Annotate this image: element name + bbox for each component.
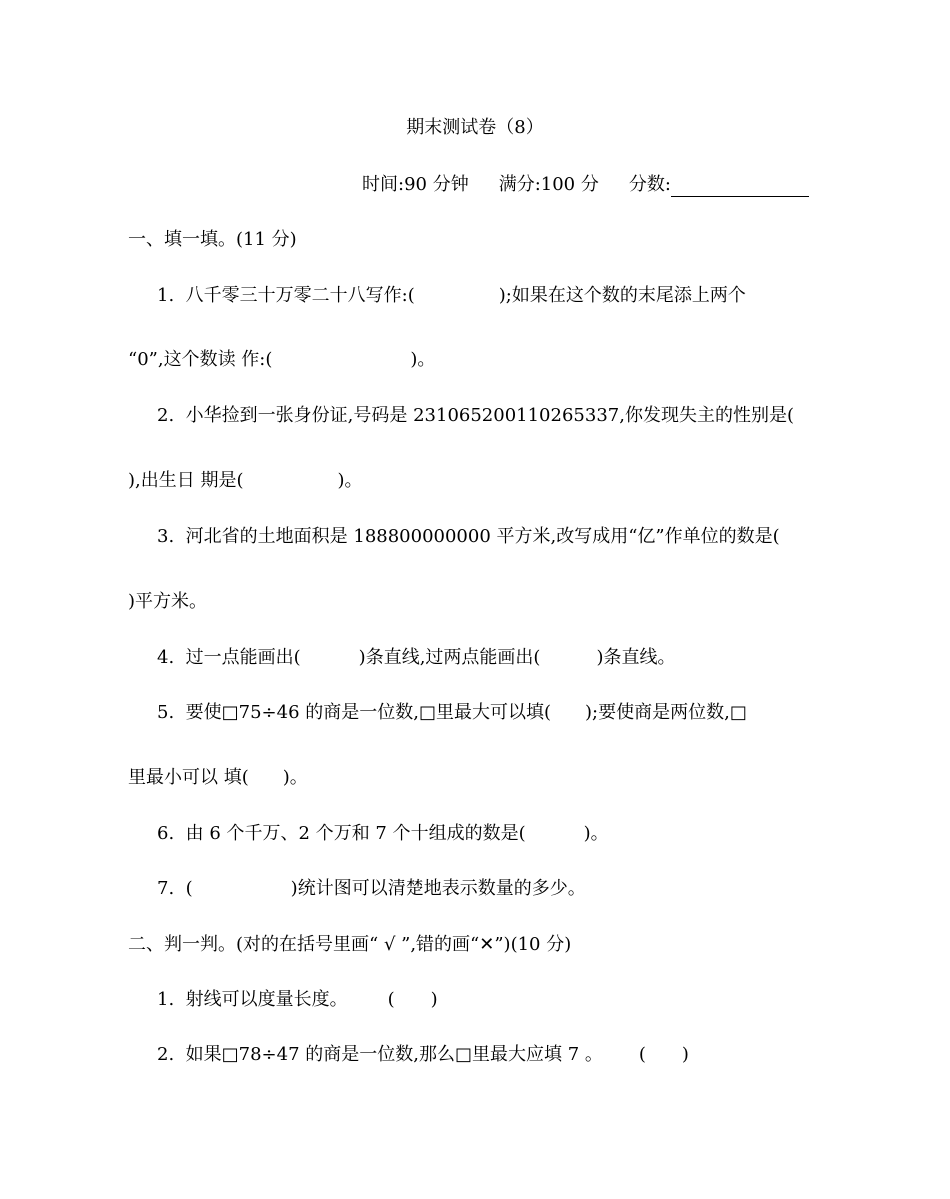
question-number: 2. bbox=[157, 1044, 175, 1065]
question-number: 1. bbox=[157, 989, 175, 1010]
question-text: 射线可以度量长度。 bbox=[185, 989, 348, 1010]
question-text: ( bbox=[185, 878, 193, 899]
score-label: 分数: bbox=[628, 174, 671, 195]
score-blank[interactable] bbox=[671, 176, 809, 197]
judge-close-paren: ) bbox=[681, 1044, 689, 1065]
question-1-6 bbox=[157, 822, 609, 846]
question-number: 6. bbox=[157, 823, 175, 844]
question-text: );如果在这个数的末尾添上两个 bbox=[498, 285, 746, 306]
question-text: )。 bbox=[583, 823, 609, 844]
full-score: 满分:100 分 bbox=[498, 174, 599, 195]
question-1-2 bbox=[157, 404, 794, 428]
section-2-heading: 二、判一判。(对的在括号里画“ √ ”,错的画“✕”)(10 分) bbox=[128, 934, 572, 955]
question-number: 7. bbox=[157, 878, 175, 899]
question-text: )条直线,过两点能画出( bbox=[358, 647, 541, 668]
question-text: )。 bbox=[282, 767, 308, 788]
question-1-2-cont bbox=[128, 469, 363, 493]
question-text: );要使商是两位数,□ bbox=[585, 702, 747, 723]
question-1-1-cont bbox=[128, 348, 435, 372]
question-text: 小华捡到一张身份证,号码是 231065200110265337,你发现失主的性别是( bbox=[185, 405, 794, 426]
question-text: )统计图可以清楚地表示数量的多少。 bbox=[290, 878, 586, 899]
question-text: )平方米。 bbox=[128, 591, 208, 612]
question-2-2 bbox=[157, 1043, 689, 1067]
exam-meta bbox=[362, 173, 809, 197]
section-1-heading: 一、填一填。(11 分) bbox=[128, 229, 297, 250]
question-1-5-cont bbox=[128, 766, 308, 790]
question-text: )。 bbox=[410, 349, 436, 370]
question-text: 过一点能画出( bbox=[185, 647, 301, 668]
time-limit: 时间:90 分钟 bbox=[362, 174, 469, 195]
question-text: 河北省的土地面积是 188800000000 平方米,改写成用“亿”作单位的数是( bbox=[185, 526, 780, 547]
question-text: 八千零三十万零二十八写作:( bbox=[185, 285, 415, 306]
judge-open-paren: ( bbox=[638, 1044, 646, 1065]
question-text: 里最小可以 填( bbox=[128, 767, 249, 788]
question-number: 1. bbox=[157, 285, 175, 306]
question-text: )。 bbox=[337, 470, 363, 491]
question-1-4 bbox=[157, 646, 675, 670]
question-number: 2. bbox=[157, 405, 175, 426]
judge-close-paren: ) bbox=[430, 989, 438, 1010]
question-1-3 bbox=[157, 525, 780, 549]
question-1-1 bbox=[157, 284, 746, 308]
question-1-3-cont bbox=[128, 590, 207, 614]
question-2-1 bbox=[157, 988, 438, 1012]
question-text: 如果□78÷47 的商是一位数,那么□里最大应填 7 。 bbox=[185, 1044, 603, 1065]
question-text: ),出生日 期是( bbox=[128, 470, 244, 491]
question-text: “0”,这个数读 作:( bbox=[128, 349, 273, 370]
question-1-5 bbox=[157, 701, 747, 725]
question-1-7 bbox=[157, 877, 586, 901]
judge-open-paren: ( bbox=[387, 989, 395, 1010]
question-number: 5. bbox=[157, 702, 175, 723]
page-title: 期末测试卷（8） bbox=[406, 117, 544, 138]
question-text: 由 6 个千万、2 个万和 7 个十组成的数是( bbox=[185, 823, 526, 844]
question-number: 4. bbox=[157, 647, 175, 668]
question-text: )条直线。 bbox=[596, 647, 676, 668]
question-text: 要使□75÷46 的商是一位数,□里最大可以填( bbox=[185, 702, 552, 723]
question-number: 3. bbox=[157, 526, 175, 547]
